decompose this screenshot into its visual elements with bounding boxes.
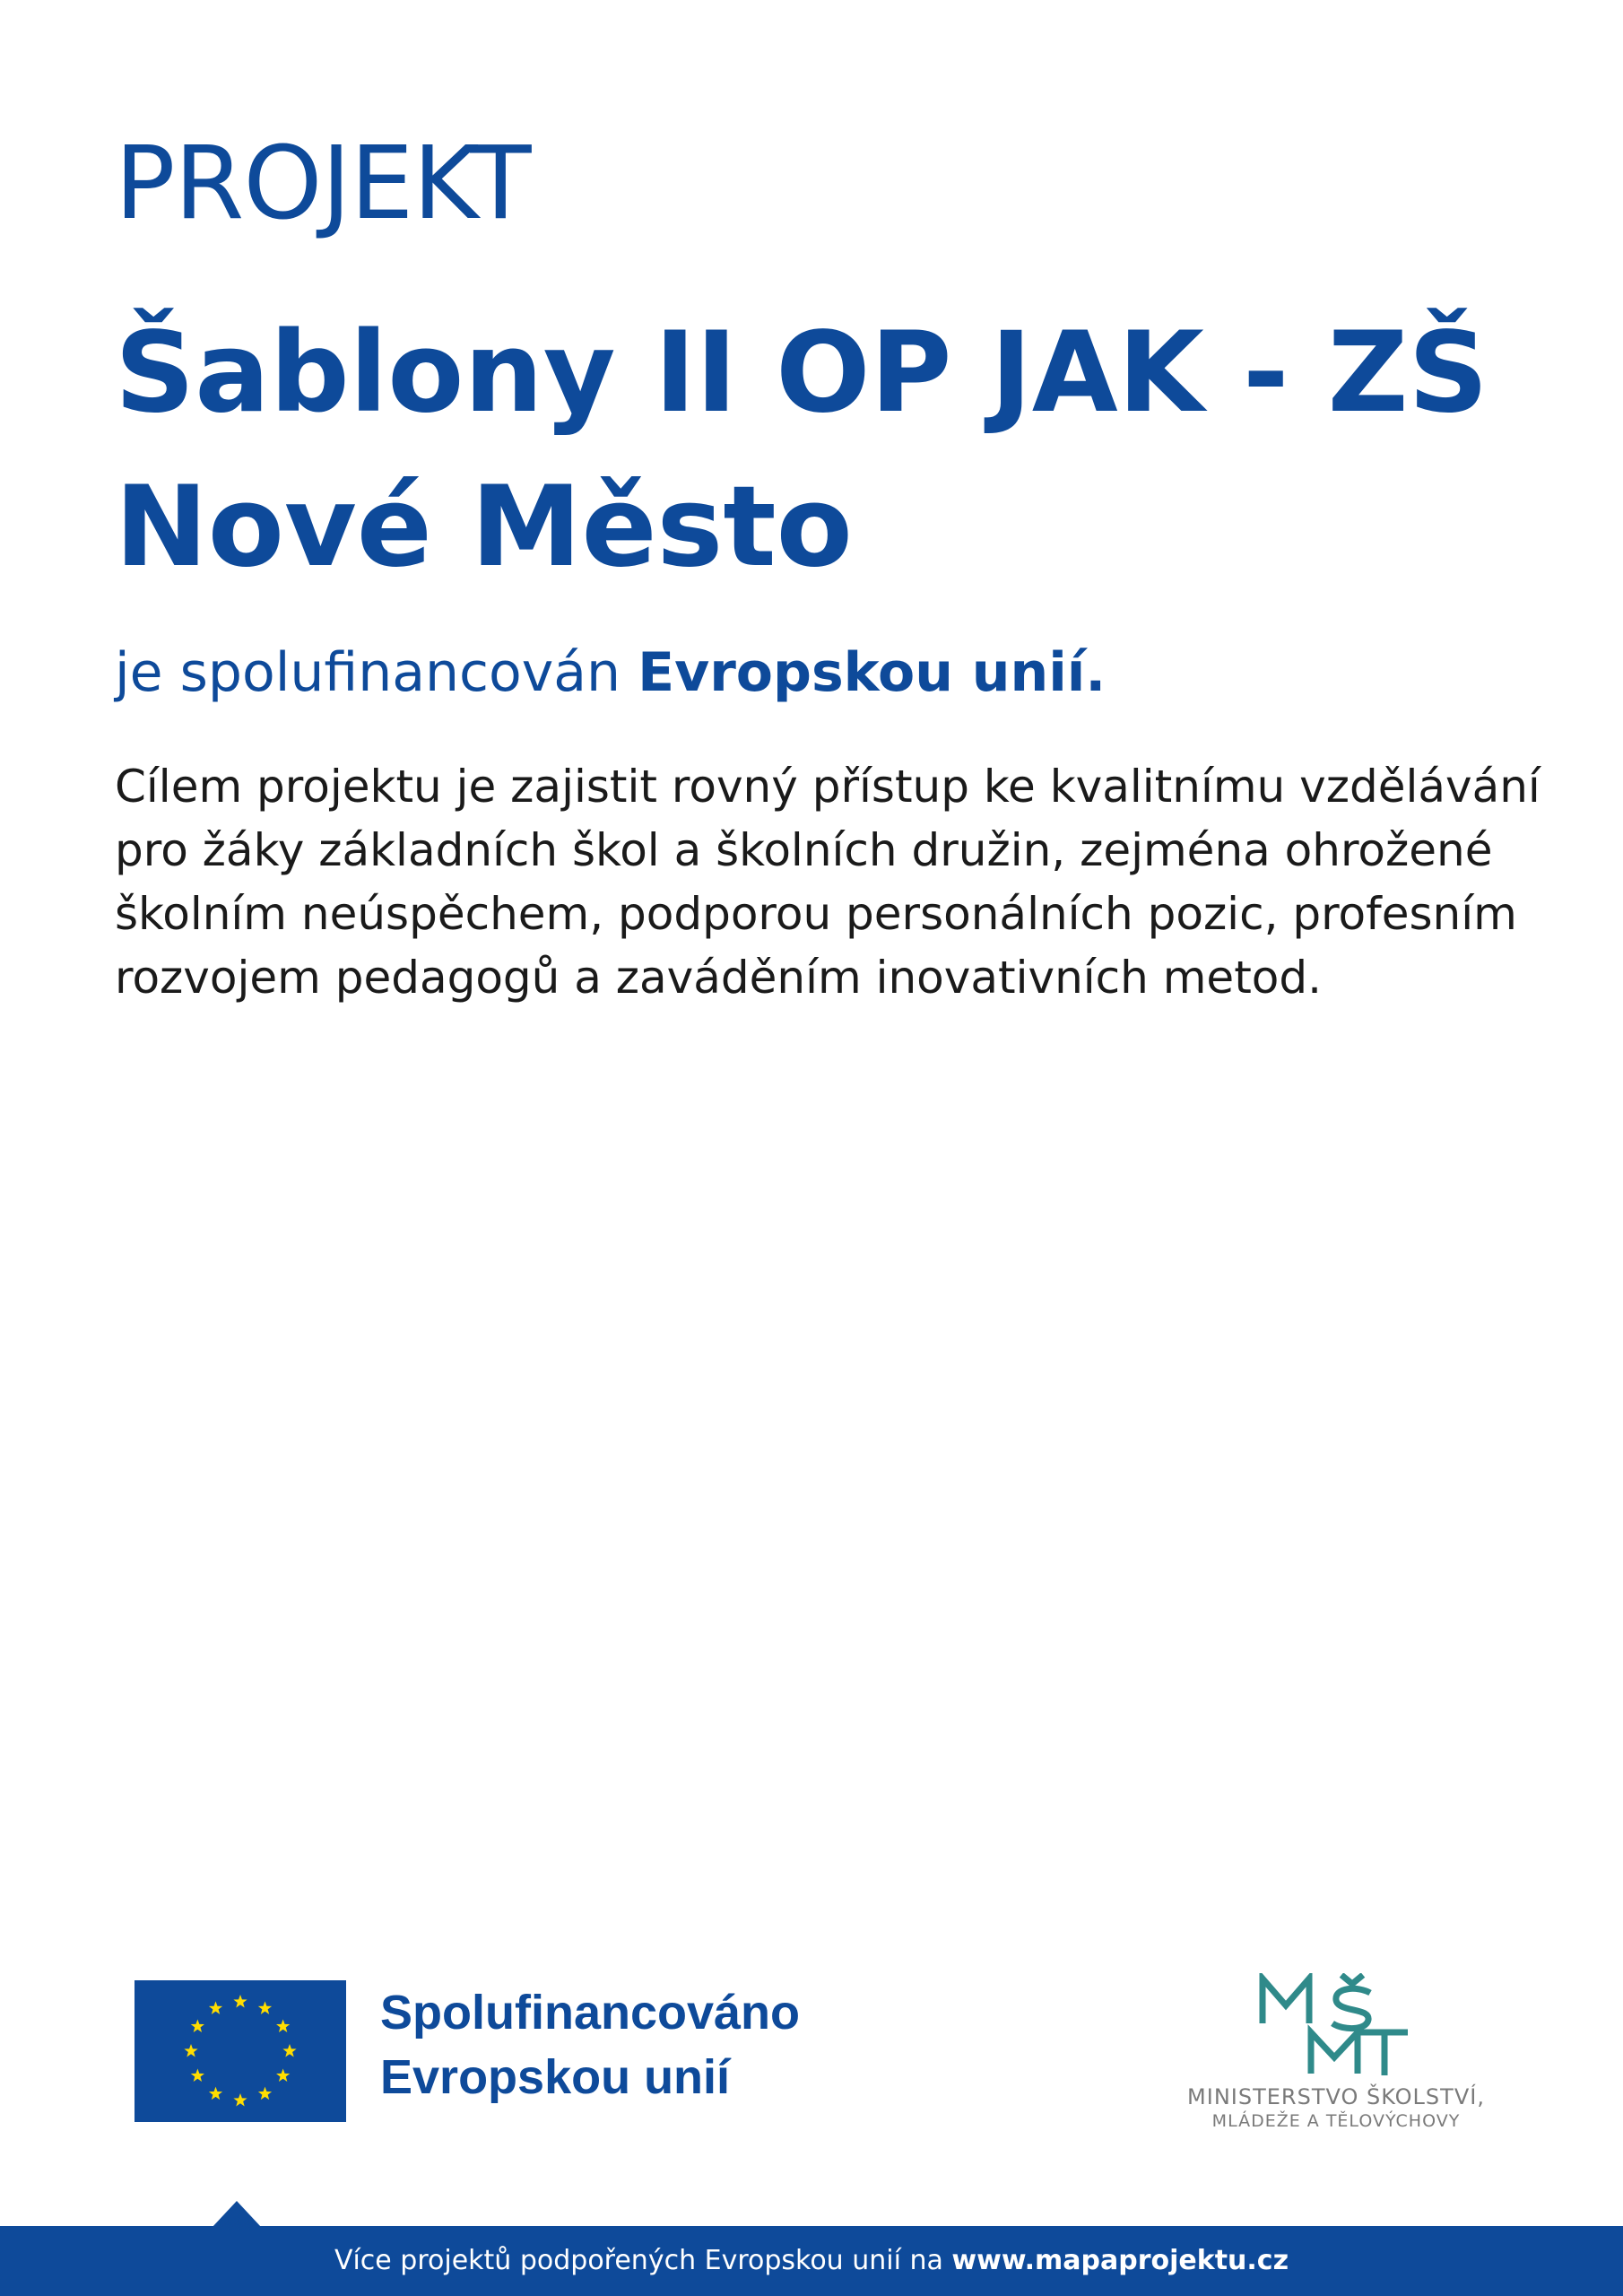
eu-logo-line-1: Spolufinancováno xyxy=(380,1986,801,2039)
eu-flag-icon xyxy=(135,1980,346,2122)
footer-notch xyxy=(212,2201,262,2228)
eu-star xyxy=(209,2001,222,2013)
eu-star xyxy=(276,2069,290,2082)
project-title-line-2: Nové Město xyxy=(115,463,853,592)
project-description: Cílem projektu je zajistit rovný přístup ke kvalitnímu vzdělávání pro žáky základních škol a školních družin, zejména ohrožené školním neúspěchem, podporou personálních pozic, profesním rozvojem pedagogů a zaváděním inovativních metod. xyxy=(115,761,1541,1004)
eu-star xyxy=(276,2020,290,2032)
eu-cofinance-logo-text xyxy=(380,1980,800,2109)
eu-star xyxy=(191,2069,204,2082)
project-title xyxy=(115,296,1532,604)
msmt-logo xyxy=(1175,1973,1497,2135)
eu-star xyxy=(258,2087,272,2100)
eu-star xyxy=(233,1995,247,2007)
eu-star xyxy=(184,2044,197,2057)
cofinance-statement xyxy=(115,637,1106,709)
cofinance-prefix: je spolufinancován xyxy=(115,641,638,704)
msmt-logo-icon xyxy=(1259,1973,1411,2081)
eu-logo-line-2: Evropskou unií xyxy=(380,2050,731,2104)
project-label: PROJEKT xyxy=(115,126,531,242)
footer-link[interactable]: www.mapaprojektu.cz xyxy=(951,2245,1289,2276)
msmt-logo-line-2: MLÁDEŽE A TĚLOVÝCHOVY xyxy=(1211,2111,1461,2131)
msmt-logo-line-1: MINISTERSTVO ŠKOLSTVÍ, xyxy=(1187,2084,1485,2109)
eu-star xyxy=(282,2044,296,2057)
footer-text: Více projektů podpořených Evropskou unií na xyxy=(334,2245,952,2276)
cofinance-emphasis: Evropskou unií. xyxy=(638,641,1107,704)
project-title-line-1: Šablony II OP JAK - ZŠ xyxy=(115,309,1488,438)
eu-star xyxy=(209,2087,222,2100)
footer-bar xyxy=(0,2226,1623,2296)
eu-star xyxy=(233,2093,247,2106)
eu-star xyxy=(191,2020,204,2032)
eu-star xyxy=(258,2001,272,2013)
